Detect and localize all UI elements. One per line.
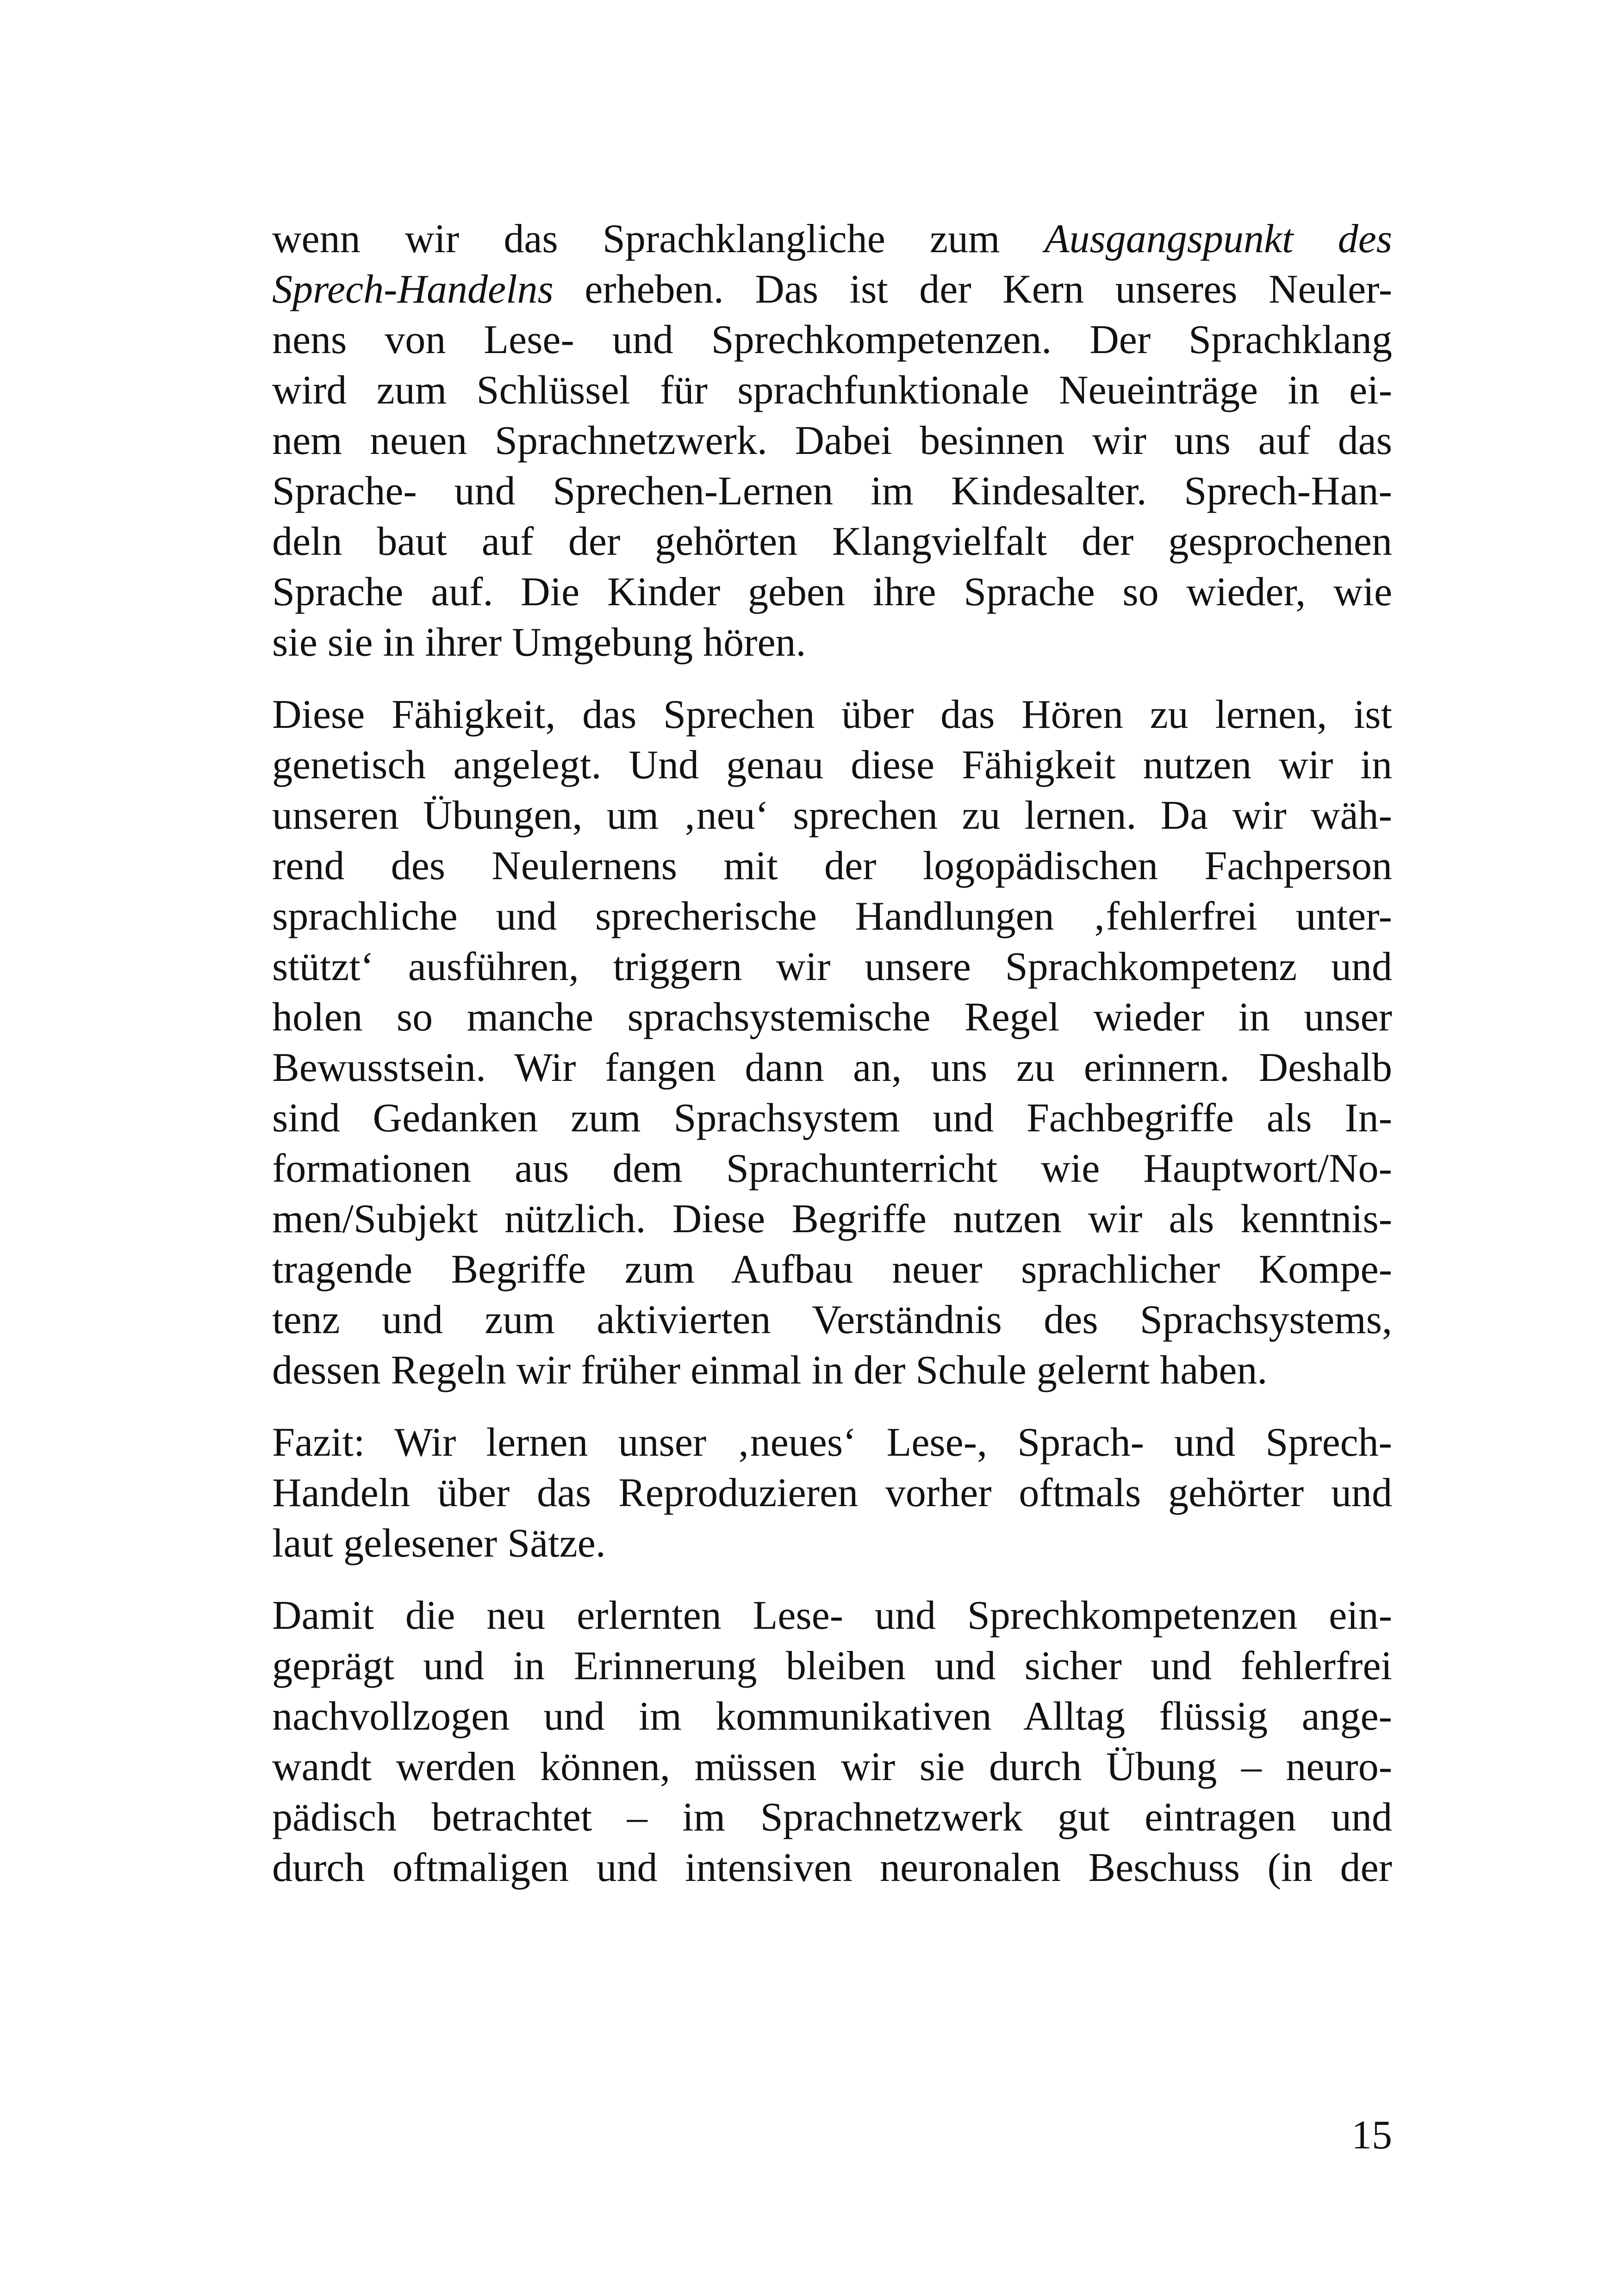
text-run: geprägt und in Erinnerung bleiben und sicher und fehlerfrei bbox=[272, 1644, 1392, 1688]
text-line bbox=[272, 1641, 1392, 1691]
text-run: pädisch betrachtet – im Sprachnetzwerk gut eintragen und bbox=[272, 1795, 1392, 1840]
text-run: deln baut auf der gehörten Klangvielfalt der gesprochenen bbox=[272, 519, 1392, 564]
text-run: Sprache auf. Die Kinder geben ihre Sprache so wieder, wie bbox=[272, 570, 1392, 614]
paragraph bbox=[272, 689, 1392, 1396]
text-run: wird zum Schlüssel für sprachfunktionale Neueinträge in ei- bbox=[272, 368, 1392, 413]
text-run: rend des Neulernens mit der logopädischen Fachperson bbox=[272, 844, 1392, 888]
italic-text-run: Sprech-Handelns bbox=[272, 267, 554, 312]
text-line bbox=[272, 790, 1392, 841]
text-line bbox=[272, 214, 1392, 264]
paragraph bbox=[272, 1590, 1392, 1893]
page-number: 15 bbox=[1351, 2113, 1392, 2158]
text-line bbox=[272, 891, 1392, 942]
text-run: sie sie in ihrer Umgebung hören. bbox=[272, 620, 806, 665]
text-run: Fazit: Wir lernen unser ‚neues‘ Lese-, Sprach- und Sprech- bbox=[272, 1420, 1392, 1465]
text-run: nachvollzogen und im kommunikativen Alltag flüssig ange- bbox=[272, 1694, 1392, 1739]
text-run: holen so manche sprachsystemische Regel wieder in unser bbox=[272, 995, 1392, 1040]
text-run: Damit die neu erlernten Lese- und Sprechkompetenzen ein- bbox=[272, 1593, 1392, 1638]
body-text bbox=[272, 214, 1392, 1915]
text-line bbox=[272, 264, 1392, 315]
text-line bbox=[272, 1468, 1392, 1518]
text-line bbox=[272, 1518, 1392, 1569]
text-line bbox=[272, 1244, 1392, 1295]
text-line bbox=[272, 1093, 1392, 1143]
text-run: nens von Lese- und Sprechkompetenzen. Der Sprachklang bbox=[272, 317, 1392, 362]
text-run: wandt werden können, müssen wir sie durch Übung – neuro- bbox=[272, 1744, 1392, 1789]
text-run: dessen Regeln wir früher einmal in der Schule gelernt haben. bbox=[272, 1348, 1268, 1393]
text-line bbox=[272, 740, 1392, 790]
text-run: tenz und zum aktivierten Verständnis des Sprachsystems, bbox=[272, 1297, 1392, 1342]
text-line bbox=[272, 1194, 1392, 1244]
text-line bbox=[272, 1691, 1392, 1742]
text-run: tragende Begriffe zum Aufbau neuer sprachlicher Kompe- bbox=[272, 1247, 1392, 1292]
text-run: Diese Fähigkeit, das Sprechen über das Hören zu lernen, ist bbox=[272, 692, 1392, 737]
text-line bbox=[272, 992, 1392, 1043]
text-run: sind Gedanken zum Sprachsystem und Fachbegriffe als In- bbox=[272, 1096, 1392, 1141]
text-line bbox=[272, 1792, 1392, 1843]
italic-text-run: Ausgangspunkt des bbox=[1044, 217, 1392, 261]
text-run: wenn wir das Sprachklangliche zum bbox=[272, 217, 1045, 261]
text-line bbox=[272, 617, 1392, 668]
text-run: Bewusstsein. Wir fangen dann an, uns zu erinnern. Deshalb bbox=[272, 1045, 1392, 1090]
text-line bbox=[272, 365, 1392, 416]
text-line bbox=[272, 516, 1392, 567]
text-line bbox=[272, 466, 1392, 516]
text-line bbox=[272, 689, 1392, 740]
text-line bbox=[272, 1843, 1392, 1893]
text-line bbox=[272, 942, 1392, 992]
text-run: sprachliche und sprecherische Handlungen ‚fehlerfrei unter- bbox=[272, 894, 1392, 939]
text-run: stützt‘ ausführen, triggern wir unsere Sprachkompetenz und bbox=[272, 944, 1392, 989]
text-line bbox=[272, 1143, 1392, 1194]
text-run: Sprache- und Sprechen-Lernen im Kindesalter. Sprech-Han- bbox=[272, 469, 1392, 514]
text-run: Handeln über das Reproduzieren vorher oftmals gehörter und bbox=[272, 1471, 1392, 1515]
text-run: unseren Übungen, um ‚neu‘ sprechen zu lernen. Da wir wäh- bbox=[272, 793, 1392, 838]
text-run: durch oftmaligen und intensiven neuronalen Beschuss (in der bbox=[272, 1845, 1392, 1890]
text-line bbox=[272, 1295, 1392, 1345]
text-line bbox=[272, 567, 1392, 617]
text-run: erheben. Das ist der Kern unseres Neuler- bbox=[553, 267, 1392, 312]
text-line bbox=[272, 1043, 1392, 1093]
text-line bbox=[272, 1345, 1392, 1396]
text-run: laut gelesener Sätze. bbox=[272, 1521, 606, 1566]
text-line bbox=[272, 1742, 1392, 1792]
paragraph bbox=[272, 214, 1392, 668]
text-run: nem neuen Sprachnetzwerk. Dabei besinnen wir uns auf das bbox=[272, 418, 1392, 463]
text-line bbox=[272, 841, 1392, 891]
paragraph bbox=[272, 1417, 1392, 1569]
text-line bbox=[272, 1417, 1392, 1468]
text-line bbox=[272, 315, 1392, 365]
text-line bbox=[272, 416, 1392, 466]
text-run: men/Subjekt nützlich. Diese Begriffe nutzen wir als kenntnis- bbox=[272, 1197, 1392, 1241]
text-run: genetisch angelegt. Und genau diese Fähigkeit nutzen wir in bbox=[272, 743, 1392, 788]
text-line bbox=[272, 1590, 1392, 1641]
text-run: formationen aus dem Sprachunterricht wie Hauptwort/No- bbox=[272, 1146, 1392, 1191]
